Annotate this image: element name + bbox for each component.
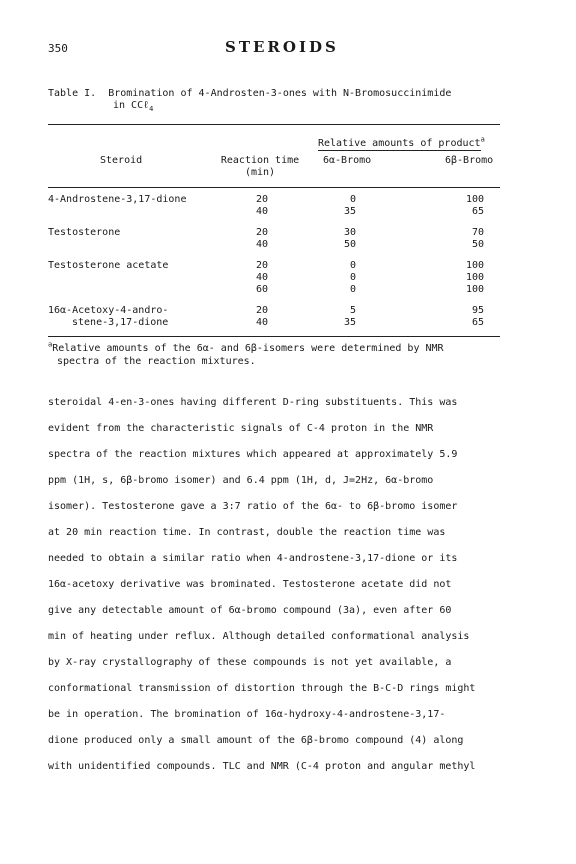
group-header: Relative amounts of product$^a$ bbox=[318, 135, 485, 149]
col-header-reaction-time: Reaction time bbox=[220, 155, 300, 166]
table-footnote-line2: spectra of the reaction mixtures. bbox=[57, 356, 256, 367]
body-line: be in operation. The bromination of 16α-hydroxy-4-androstene-3,17- bbox=[48, 709, 446, 720]
table-caption-line2: in CCℓ$_4$ bbox=[113, 100, 154, 113]
body-line: by X-ray crystallography of these compounds is not yet available, a bbox=[48, 657, 452, 668]
table-top-rule bbox=[48, 124, 500, 125]
body-line: dione produced only a small amount of the 6β-bromo compound (4) along bbox=[48, 735, 464, 746]
body-line: at 20 min reaction time. In contrast, double the reaction time was bbox=[48, 527, 446, 538]
table-footnote: $^a$Relative amounts of the 6α- and 6β-isomers were determined by NMR bbox=[48, 340, 444, 354]
col-header-time-unit: (min) bbox=[244, 167, 276, 178]
footnote-mark: a bbox=[48, 340, 53, 349]
body-line: with unidentified compounds. TLC and NMR (C-4 proton and angular methyl bbox=[48, 761, 476, 772]
body-line: give any detectable amount of 6α-bromo compound (3a), even after 60 bbox=[48, 605, 452, 616]
body-line: 16α-acetoxy derivative was brominated. Testosterone acetate did not bbox=[48, 579, 452, 590]
journal-title: STEROIDS bbox=[225, 38, 339, 56]
col-header-steroid: Steroid bbox=[100, 155, 143, 166]
table-header-rule bbox=[48, 187, 500, 188]
col-header-6a-bromo: 6α-Bromo bbox=[323, 155, 372, 166]
body-line: ppm (1H, s, 6β-bromo isomer) and 6.4 ppm (1H, d, J=2Hz, 6α-bromo bbox=[48, 475, 434, 486]
body-line: isomer). Testosterone gave a 3:7 ratio of the 6α- to 6β-bromo isomer bbox=[48, 501, 458, 512]
table-caption-text: Bromination of 4-Androsten-3-ones with N-Bromosuccinimide bbox=[108, 88, 452, 99]
table-label: Table I. bbox=[48, 88, 97, 99]
body-line: conformational transmission of distortion through the B-C-D rings might bbox=[48, 683, 476, 694]
table-caption bbox=[48, 88, 451, 99]
page-number: 350 bbox=[48, 42, 68, 55]
col-header-6b-bromo: 6β-Bromo bbox=[445, 155, 494, 166]
body-line: evident from the characteristic signals of C-4 proton in the NMR bbox=[48, 423, 434, 434]
table-bottom-rule bbox=[48, 336, 500, 337]
body-line: spectra of the reaction mixtures which appeared at approximately 5.9 bbox=[48, 449, 458, 460]
body-line: min of heating under reflux. Although detailed conformational analysis bbox=[48, 631, 470, 642]
body-line: steroidal 4-en-3-ones having different D-ring substituents. This was bbox=[48, 397, 458, 408]
body-line: needed to obtain a similar ratio when 4-androstene-3,17-dione or its bbox=[48, 553, 458, 564]
